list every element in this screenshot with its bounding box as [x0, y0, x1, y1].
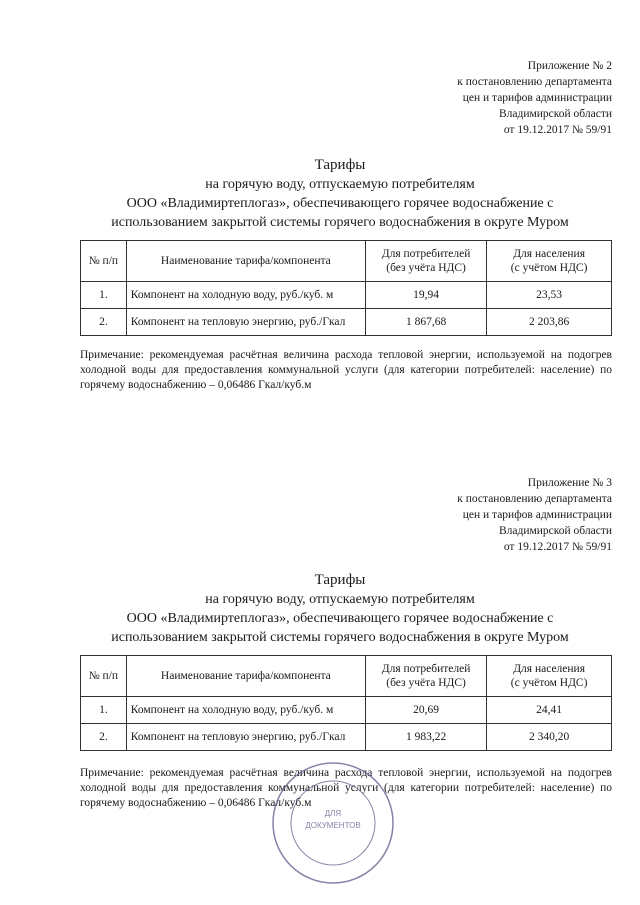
title-main: Тарифы: [314, 572, 366, 588]
table-header-row: [81, 241, 612, 282]
row-name: Компонент на тепловую энергию, руб./Гкал: [126, 309, 365, 336]
note-2: Примечание: рекомендуемая расчётная величина расхода тепловой энергии, используемой на подогрев холодной воды для предоставления коммунальной услуги (для категории потребителей: население) по горячему водоснабжению – 0,06486 Гкал/куб.м: [80, 349, 612, 391]
title-line: использованием закрытой системы горячего водоснабжения в округе Муром: [111, 215, 569, 230]
header-consumers-line1: Для потребителей: [381, 663, 471, 675]
row-num: 1.: [81, 282, 127, 309]
header-name: Наименование тарифа/компонента: [126, 656, 365, 697]
tariff-title-3: [60, 571, 620, 647]
appendix-2-header: [457, 58, 612, 138]
table-row: [81, 724, 612, 751]
appendix-2-line: к постановлению департамента: [457, 76, 612, 88]
table-header-row: [81, 656, 612, 697]
tariff-table-2: [80, 240, 612, 336]
header-population-line2: (с учётом НДС): [510, 677, 588, 689]
appendix-3-line: Приложение № 3: [527, 477, 612, 489]
appendix-3-header: [457, 475, 612, 555]
appendix-3-line: цен и тарифов администрации: [462, 509, 612, 521]
header-consumers: [365, 656, 486, 697]
row-name: Компонент на тепловую энергию, руб./Гкал: [126, 724, 365, 751]
appendix-2-line: Владимирской области: [498, 108, 612, 120]
row-population-value: 24,41: [487, 697, 612, 724]
table-row: [81, 309, 612, 336]
note-3: Примечание: рекомендуемая расчётная величина расхода тепловой энергии, используемой на подогрев холодной воды для предоставления коммунальной услуги (для категории потребителей: население) по горячему водоснабжению – 0,06486 Гкал/куб.м: [80, 767, 612, 809]
header-consumers: [365, 241, 486, 282]
row-name: Компонент на холодную воду, руб./куб. м: [126, 697, 365, 724]
appendix-3-line: от 19.12.2017 № 59/91: [503, 541, 612, 553]
row-consumers-value: 1 867,68: [365, 309, 486, 336]
title-line: на горячую воду, отпускаемую потребителям: [205, 592, 475, 607]
header-consumers-line1: Для потребителей: [381, 248, 471, 260]
header-name: Наименование тарифа/компонента: [126, 241, 365, 282]
appendix-2-line: Приложение № 2: [527, 60, 612, 72]
row-population-value: 2 340,20: [487, 724, 612, 751]
row-consumers-value: 19,94: [365, 282, 486, 309]
header-population: [487, 241, 612, 282]
appendix-2-line: от 19.12.2017 № 59/91: [503, 124, 612, 136]
row-consumers-value: 1 983,22: [365, 724, 486, 751]
stamp-text-bottom: ДОКУМЕНТОВ: [305, 821, 361, 830]
row-consumers-value: 20,69: [365, 697, 486, 724]
tariff-table-3: [80, 655, 612, 751]
tariff-title-2: [60, 156, 620, 232]
table-row: [81, 282, 612, 309]
header-population-line1: Для населения: [513, 248, 585, 260]
row-num: 2.: [81, 309, 127, 336]
header-consumers-line2: (без учёта НДС): [386, 262, 466, 274]
header-consumers-line2: (без учёта НДС): [386, 677, 466, 689]
title-line: ООО «Владимиртеплогаз», обеспечивающего горячее водоснабжение с: [126, 611, 554, 626]
row-population-value: 23,53: [487, 282, 612, 309]
title-line: использованием закрытой системы горячего водоснабжения в округе Муром: [111, 630, 569, 645]
appendix-3-line: к постановлению департамента: [457, 493, 612, 505]
header-population-line2: (с учётом НДС): [510, 262, 588, 274]
header-population: [487, 656, 612, 697]
seal-stamp-icon: [268, 758, 398, 888]
header-num: № п/п: [81, 241, 127, 282]
appendix-2-line: цен и тарифов администрации: [462, 92, 612, 104]
title-line: ООО «Владимиртеплогаз», обеспечивающего горячее водоснабжение с: [126, 196, 554, 211]
stamp-text-top: ДЛЯ: [324, 809, 342, 818]
title-line: на горячую воду, отпускаемую потребителям: [205, 177, 475, 192]
header-num: № п/п: [81, 656, 127, 697]
title-main: Тарифы: [314, 157, 366, 173]
row-name: Компонент на холодную воду, руб./куб. м: [126, 282, 365, 309]
table-row: [81, 697, 612, 724]
appendix-3-line: Владимирской области: [498, 525, 612, 537]
header-population-line1: Для населения: [513, 663, 585, 675]
row-num: 2.: [81, 724, 127, 751]
row-population-value: 2 203,86: [487, 309, 612, 336]
row-num: 1.: [81, 697, 127, 724]
